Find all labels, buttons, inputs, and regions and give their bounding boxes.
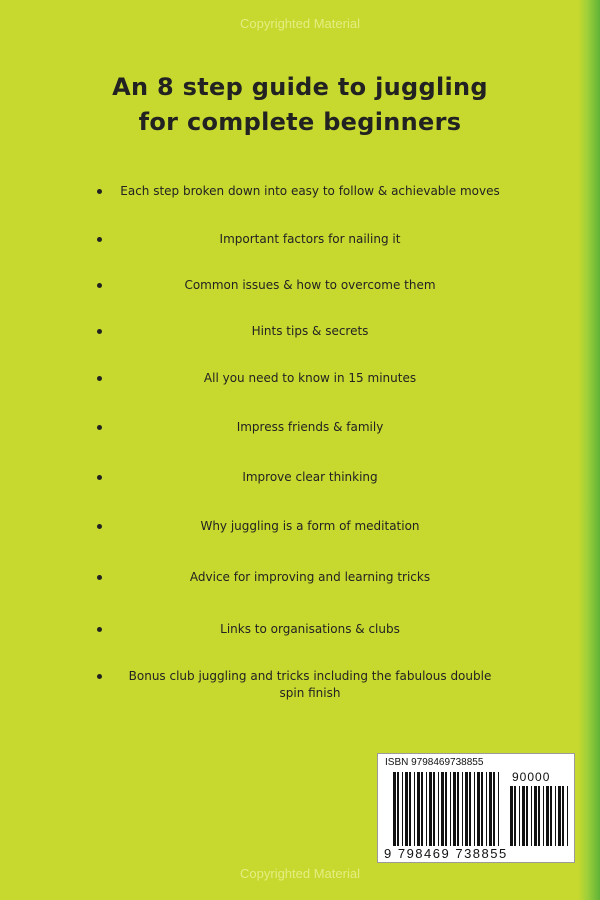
bullet-dot <box>97 475 102 480</box>
bullet-text: Impress friends & family <box>236 420 384 434</box>
barcode-bar <box>469 772 471 846</box>
isbn-label: ISBN 9798469738855 <box>385 757 484 768</box>
bullet-dot <box>97 627 102 632</box>
barcode-bar <box>433 772 435 846</box>
bullet-dot <box>97 329 102 334</box>
barcode-bar <box>414 772 415 846</box>
barcode-bar <box>486 772 487 846</box>
barcode-bar <box>543 786 544 846</box>
barcode-bar <box>531 786 532 846</box>
barcode-bar <box>519 786 520 846</box>
barcode-bar <box>558 786 561 846</box>
barcode-bar <box>522 786 525 846</box>
title-line-2: for complete beginners <box>138 108 462 136</box>
barcode-bar <box>534 786 537 846</box>
bullet-dot <box>97 189 102 194</box>
bullet-dot <box>97 283 102 288</box>
bullet-dot <box>97 376 102 381</box>
bullet-text: Bonus club juggling and tricks including the fabulous double spin finish <box>128 669 492 700</box>
barcode-bar <box>426 772 427 846</box>
bullet-dot <box>97 425 102 430</box>
barcode-digits: 9 798469 738855 <box>384 846 508 861</box>
bullet-text: All you need to know in 15 minutes <box>203 371 417 385</box>
barcode-bar <box>562 786 564 846</box>
barcode-bar <box>405 772 408 846</box>
bullet-text: Hints tips & secrets <box>251 324 369 338</box>
watermark-bottom: Copyrighted Material <box>240 866 360 881</box>
barcode-bar <box>555 786 556 846</box>
title-line-1: An 8 step guide to juggling <box>112 73 488 101</box>
barcode-bar <box>441 772 444 846</box>
barcode-bar <box>538 786 540 846</box>
back-cover-title <box>0 70 600 140</box>
bullet-text: Advice for improving and learning tricks <box>189 570 431 584</box>
barcode-bar <box>457 772 459 846</box>
bullet-text: Improve clear thinking <box>242 470 378 484</box>
watermark-top: Copyrighted Material <box>240 16 360 31</box>
barcode-bar <box>550 786 552 846</box>
bullet-dot <box>97 575 102 580</box>
isbn-barcode-box <box>377 753 575 863</box>
barcode-bar <box>465 772 468 846</box>
barcode-bar <box>402 772 403 846</box>
barcode-bar <box>510 786 513 846</box>
price-code: 90000 <box>512 770 551 784</box>
bullet-text: Why juggling is a form of meditation <box>200 519 420 533</box>
barcode-bar <box>567 786 568 846</box>
bullet-dot <box>97 674 102 679</box>
barcode-bar <box>481 772 483 846</box>
bullet-text: Each step broken down into easy to follow & achievable moves <box>120 184 500 198</box>
bullet-text: Common issues & how to overcome them <box>184 278 436 292</box>
barcode-bar <box>462 772 463 846</box>
barcode-bar <box>493 772 495 846</box>
barcode-bar <box>498 772 499 846</box>
barcode-bar <box>514 786 516 846</box>
bullet-dot <box>97 524 102 529</box>
barcode-bar <box>526 786 528 846</box>
barcode-bar <box>474 772 475 846</box>
barcode-bar <box>409 772 411 846</box>
barcode-bar <box>489 772 492 846</box>
barcode-bar <box>421 772 423 846</box>
bullet-text: Important factors for nailing it <box>219 232 401 246</box>
barcode-bar <box>477 772 480 846</box>
barcode-bar <box>546 786 549 846</box>
barcode-bar <box>393 772 396 846</box>
bullet-dot <box>97 237 102 242</box>
barcode-bar <box>450 772 451 846</box>
barcode-bar <box>438 772 439 846</box>
barcode-bar <box>429 772 432 846</box>
barcode-bar <box>417 772 420 846</box>
bullet-text: Links to organisations & clubs <box>220 622 400 636</box>
barcode-bar <box>397 772 399 846</box>
barcode-bar <box>445 772 447 846</box>
barcode-bar <box>453 772 456 846</box>
